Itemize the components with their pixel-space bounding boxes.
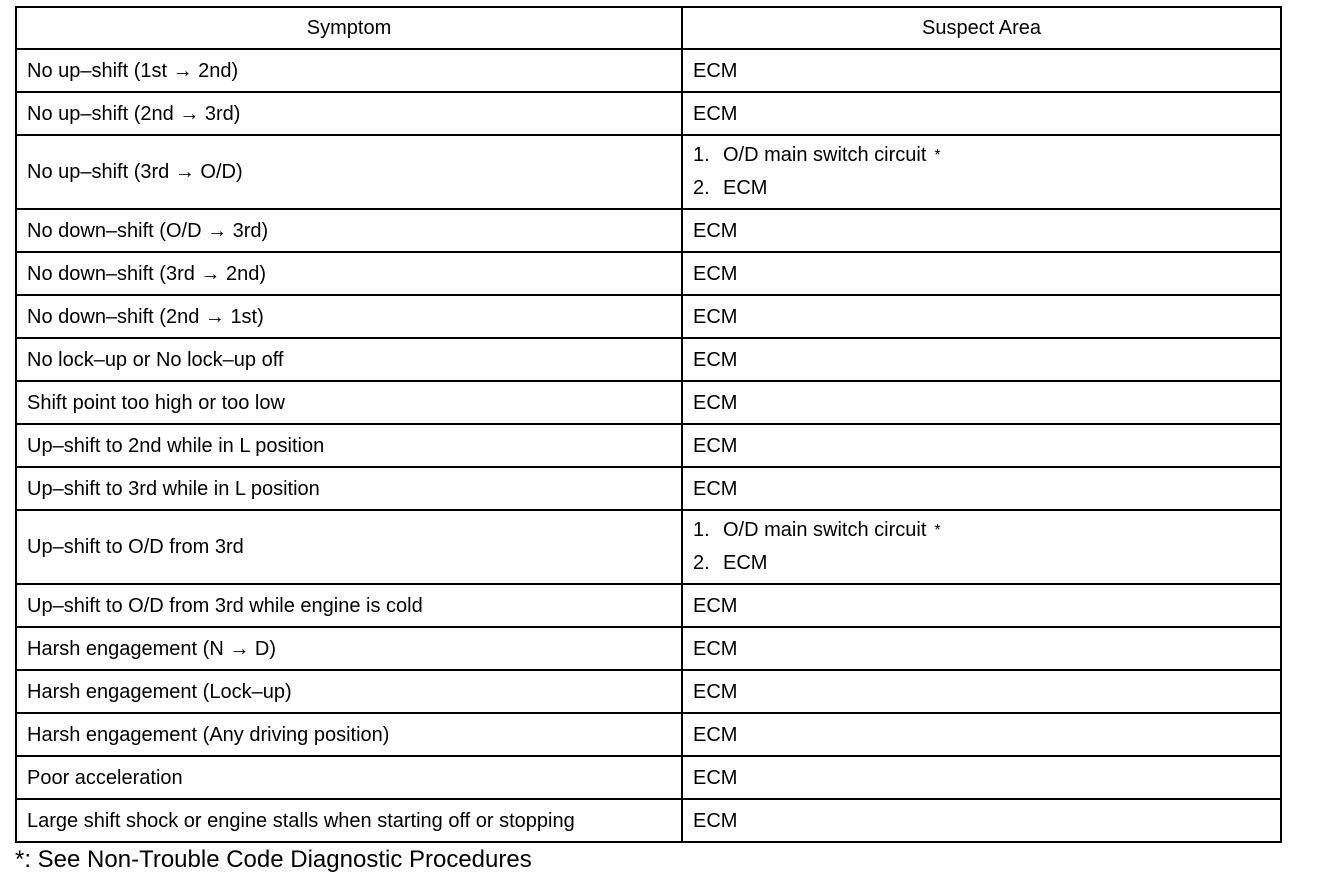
symptom-cell: Harsh engagement (Lock–up)	[16, 670, 682, 713]
table-row	[16, 135, 1281, 209]
suspect-area-cell: ECM	[682, 424, 1281, 467]
table-row	[16, 467, 1281, 510]
suspect-item	[693, 172, 1270, 205]
symptom-cell: No lock–up or No lock–up off	[16, 338, 682, 381]
suspect-area-cell: ECM	[682, 627, 1281, 670]
symptom-cell: Shift point too high or too low	[16, 381, 682, 424]
suspect-item-text: O/D main switch circuit	[723, 519, 927, 541]
table-row	[16, 209, 1281, 252]
symptom-cell: Up–shift to 3rd while in L position	[16, 467, 682, 510]
table-row	[16, 92, 1281, 135]
table-row	[16, 338, 1281, 381]
symptom-table	[15, 6, 1282, 843]
table-row	[16, 713, 1281, 756]
symptom-cell: No down–shift (3rd → 2nd)	[16, 252, 682, 295]
symptom-cell: No up–shift (1st → 2nd)	[16, 49, 682, 92]
suspect-area-cell: ECM	[682, 338, 1281, 381]
table-row	[16, 756, 1281, 799]
suspect-area-cell	[682, 510, 1281, 584]
table-row	[16, 295, 1281, 338]
table-row	[16, 424, 1281, 467]
suspect-area-cell: ECM	[682, 92, 1281, 135]
suspect-area-cell: ECM	[682, 756, 1281, 799]
symptom-cell: No down–shift (2nd → 1st)	[16, 295, 682, 338]
suspect-area-cell: ECM	[682, 295, 1281, 338]
symptom-cell: No down–shift (O/D → 3rd)	[16, 209, 682, 252]
table-row	[16, 381, 1281, 424]
suspect-area-cell: ECM	[682, 799, 1281, 842]
table-row	[16, 627, 1281, 670]
table-row	[16, 584, 1281, 627]
symptom-cell: Up–shift to O/D from 3rd	[16, 510, 682, 584]
symptom-cell: No up–shift (3rd → O/D)	[16, 135, 682, 209]
suspect-area-cell: ECM	[682, 252, 1281, 295]
suspect-item-text: O/D main switch circuit	[723, 144, 927, 166]
symptom-cell: Up–shift to 2nd while in L position	[16, 424, 682, 467]
suspect-item	[693, 547, 1270, 580]
suspect-area-cell: ECM	[682, 381, 1281, 424]
table-header-row	[16, 7, 1281, 49]
symptom-cell: Poor acceleration	[16, 756, 682, 799]
suspect-area-cell: ECM	[682, 584, 1281, 627]
symptom-cell: Large shift shock or engine stalls when starting off or stopping	[16, 799, 682, 842]
suspect-area-cell: ECM	[682, 467, 1281, 510]
symptom-cell: Harsh engagement (Any driving position)	[16, 713, 682, 756]
suspect-item-number: 1.	[693, 519, 710, 541]
suspect-item	[693, 139, 1270, 172]
table-row	[16, 799, 1281, 842]
symptom-column-header: Symptom	[16, 7, 682, 49]
footnote: *: See Non-Trouble Code Diagnostic Procedures	[15, 846, 532, 873]
suspect-area-column-header: Suspect Area	[682, 7, 1281, 49]
suspect-area-cell: ECM	[682, 49, 1281, 92]
table-row	[16, 670, 1281, 713]
suspect-item-text: ECM	[723, 552, 768, 574]
table-row	[16, 252, 1281, 295]
table-row	[16, 49, 1281, 92]
suspect-area-cell: ECM	[682, 713, 1281, 756]
suspect-item-number: 2.	[693, 177, 710, 199]
symptom-cell: Up–shift to O/D from 3rd while engine is cold	[16, 584, 682, 627]
suspect-item-text: ECM	[723, 177, 768, 199]
suspect-area-cell: ECM	[682, 209, 1281, 252]
table-row	[16, 510, 1281, 584]
symptom-cell: Harsh engagement (N → D)	[16, 627, 682, 670]
suspect-area-cell: ECM	[682, 670, 1281, 713]
suspect-item	[693, 514, 1270, 547]
footnote-marker: *	[934, 147, 941, 164]
suspect-item-number: 1.	[693, 144, 710, 166]
symptom-cell: No up–shift (2nd → 3rd)	[16, 92, 682, 135]
footnote-marker: *	[934, 522, 941, 539]
suspect-area-cell	[682, 135, 1281, 209]
suspect-item-number: 2.	[693, 552, 710, 574]
